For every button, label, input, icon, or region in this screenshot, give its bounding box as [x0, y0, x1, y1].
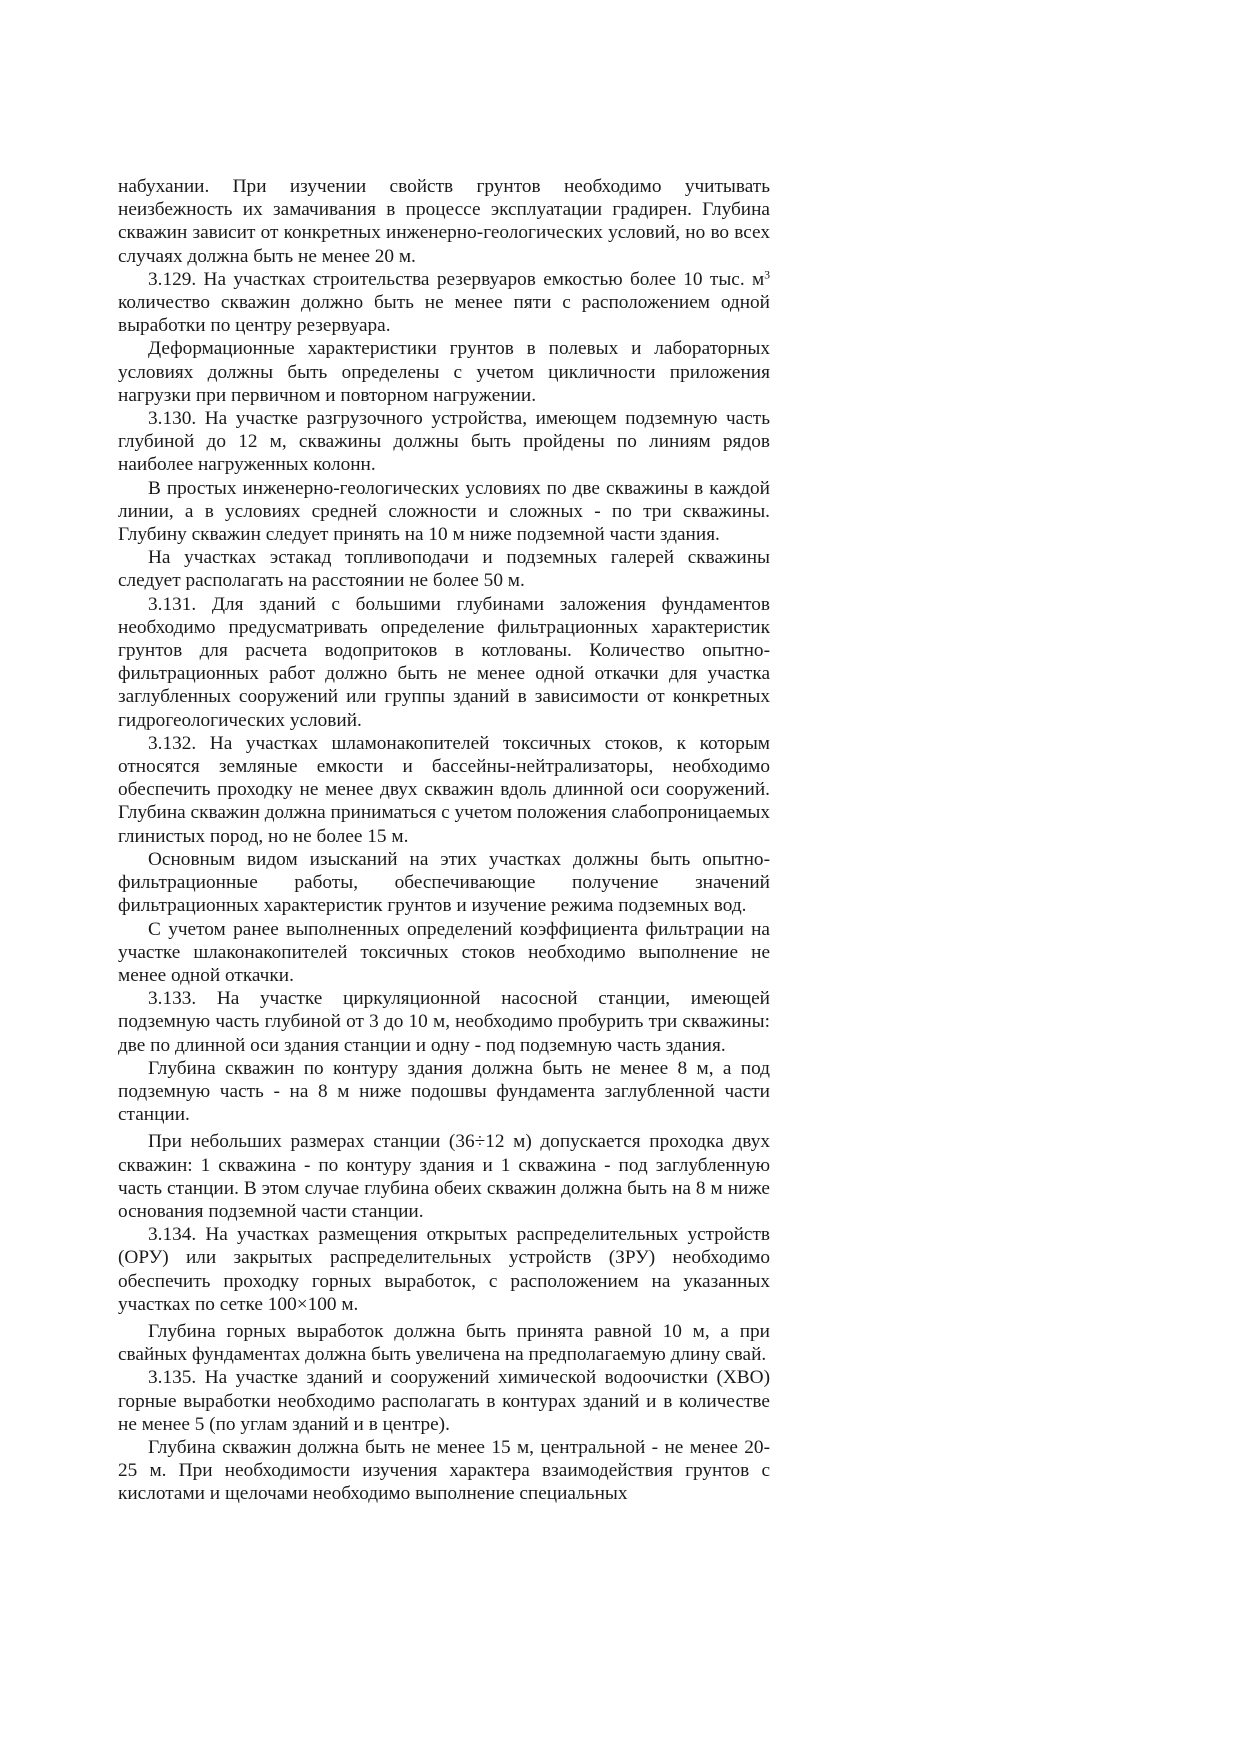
paragraph-deformation: Деформационные характеристики грунтов в полевых и лабораторных условиях должны быть определены с учетом цикличности приложения нагрузки при первичном и повторном нагружении. [118, 338, 770, 406]
paragraph-simple-conditions: В простых инженерно-геологических условиях по две скважины в каждой линии, а в условиях средней сложности и сложных - по три скважины. Глубину скважин следует принять на 10 м ниже подземной части здания. [118, 477, 770, 546]
paragraph-3-130: 3.130. На участке разгрузочного устройства, имеющем подземную часть глубиной до 12 м, скважины должны быть пройдены по линиям рядов наиболее нагруженных колонн. [118, 408, 770, 476]
paragraph-3-129-text: 3.129. На участках строительства резервуаров емкостью более 10 тыс. м [148, 268, 765, 290]
paragraph-main-survey: Основным видом изысканий на этих участках должны быть опытно-фильтрационные работы, обеспечивающие получение значений фильтрационных характеристик грунтов и изучение режима подземных вод. [118, 848, 770, 917]
paragraph-3-133: 3.133. На участке циркуляционной насосной станции, имеющей подземную часть глубиной от 3 до 10 м, необходимо пробурить три скважины: две по длинной оси здания станции и одну - под подземную часть здания. [118, 988, 770, 1056]
paragraph-mining-depth: Глубина горных выработок должна быть принята равной 10 м, а при свайных фундаментах должна быть увеличена на предполагаемую длину свай. [118, 1320, 770, 1366]
paragraph-3-129 [118, 268, 770, 338]
paragraph-3-132: 3.132. На участках шламонакопителей токсичных стоков, к которым относятся земляные емкости и бассейны-нейтрализаторы, необходимо обеспечить проходку не менее двух скважин вдоль длинной оси сооружений. Глубина скважин должна приниматься с учетом положения слабопроницаемых глинистых пород, но не более 15 м. [118, 732, 770, 847]
paragraph-small-station: При небольших размерах станции (36÷12 м) допускается проходка двух скважин: 1 скважина - по контуру здания и 1 скважина - под заглубленную часть станции. В этом случае глубина обеих скважин должна быть на 8 м ниже основания подземной части станции. [118, 1131, 770, 1222]
paragraph-3-131: 3.131. Для зданий с большими глубинами заложения фундаментов необходимо предусматривать определение фильтрационных характеристик грунтов для расчета водопритоков в котлованы. Количество опытно-фильтрационных работ должно быть не менее одной откачки для участка заглубленных сооружений или группы зданий в зависимости от конкретных гидрогеологических условий. [118, 593, 770, 731]
paragraph-continuation: набухании. При изучении свойств грунтов необходимо учитывать неизбежность их замачивания в процессе эксплуатации градирен. Глубина скважин зависит от конкретных инженерно-геологических условий, но во всех случаях должна быть не менее 20 м. [118, 176, 770, 267]
paragraph-well-depth: Глубина скважин должна быть не менее 15 м, центральной - не менее 20-25 м. При необходимости изучения характера взаимодействия грунтов с кислотами и щелочами необходимо выполнение специальных [118, 1436, 770, 1505]
paragraph-3-135: 3.135. На участке зданий и сооружений химической водоочистки (ХВО) горные выработки необходимо располагать в контурах зданий и в количестве не менее 5 (по углам зданий и в центре). [118, 1367, 770, 1435]
paragraph-filtration: С учетом ранее выполненных определений коэффициента фильтрации на участке шлаконакопителей токсичных стоков необходимо выполнение не менее одной откачки. [118, 918, 770, 986]
cubic-superscript: 3 [764, 268, 770, 282]
paragraph-3-129-text-end: количество скважин должно быть не менее пяти с расположением одной выработки по центру резервуара. [118, 292, 770, 337]
paragraph-3-134: 3.134. На участках размещения открытых распределительных устройств (ОРУ) или закрытых распределительных устройств (ЗРУ) необходимо обеспечить проходку горных выработок, с расположением на указанных участках по сетке 100×100 м. [118, 1224, 770, 1315]
paragraph-contour-depth: Глубина скважин по контуру здания должна быть не менее 8 м, а под подземную часть - на 8 м ниже подошвы фундамента заглубленной части станции. [118, 1057, 770, 1126]
paragraph-trestles: На участках эстакад топливоподачи и подземных галерей скважины следует располагать на расстоянии не более 50 м. [118, 547, 770, 592]
document-page [118, 175, 770, 1506]
